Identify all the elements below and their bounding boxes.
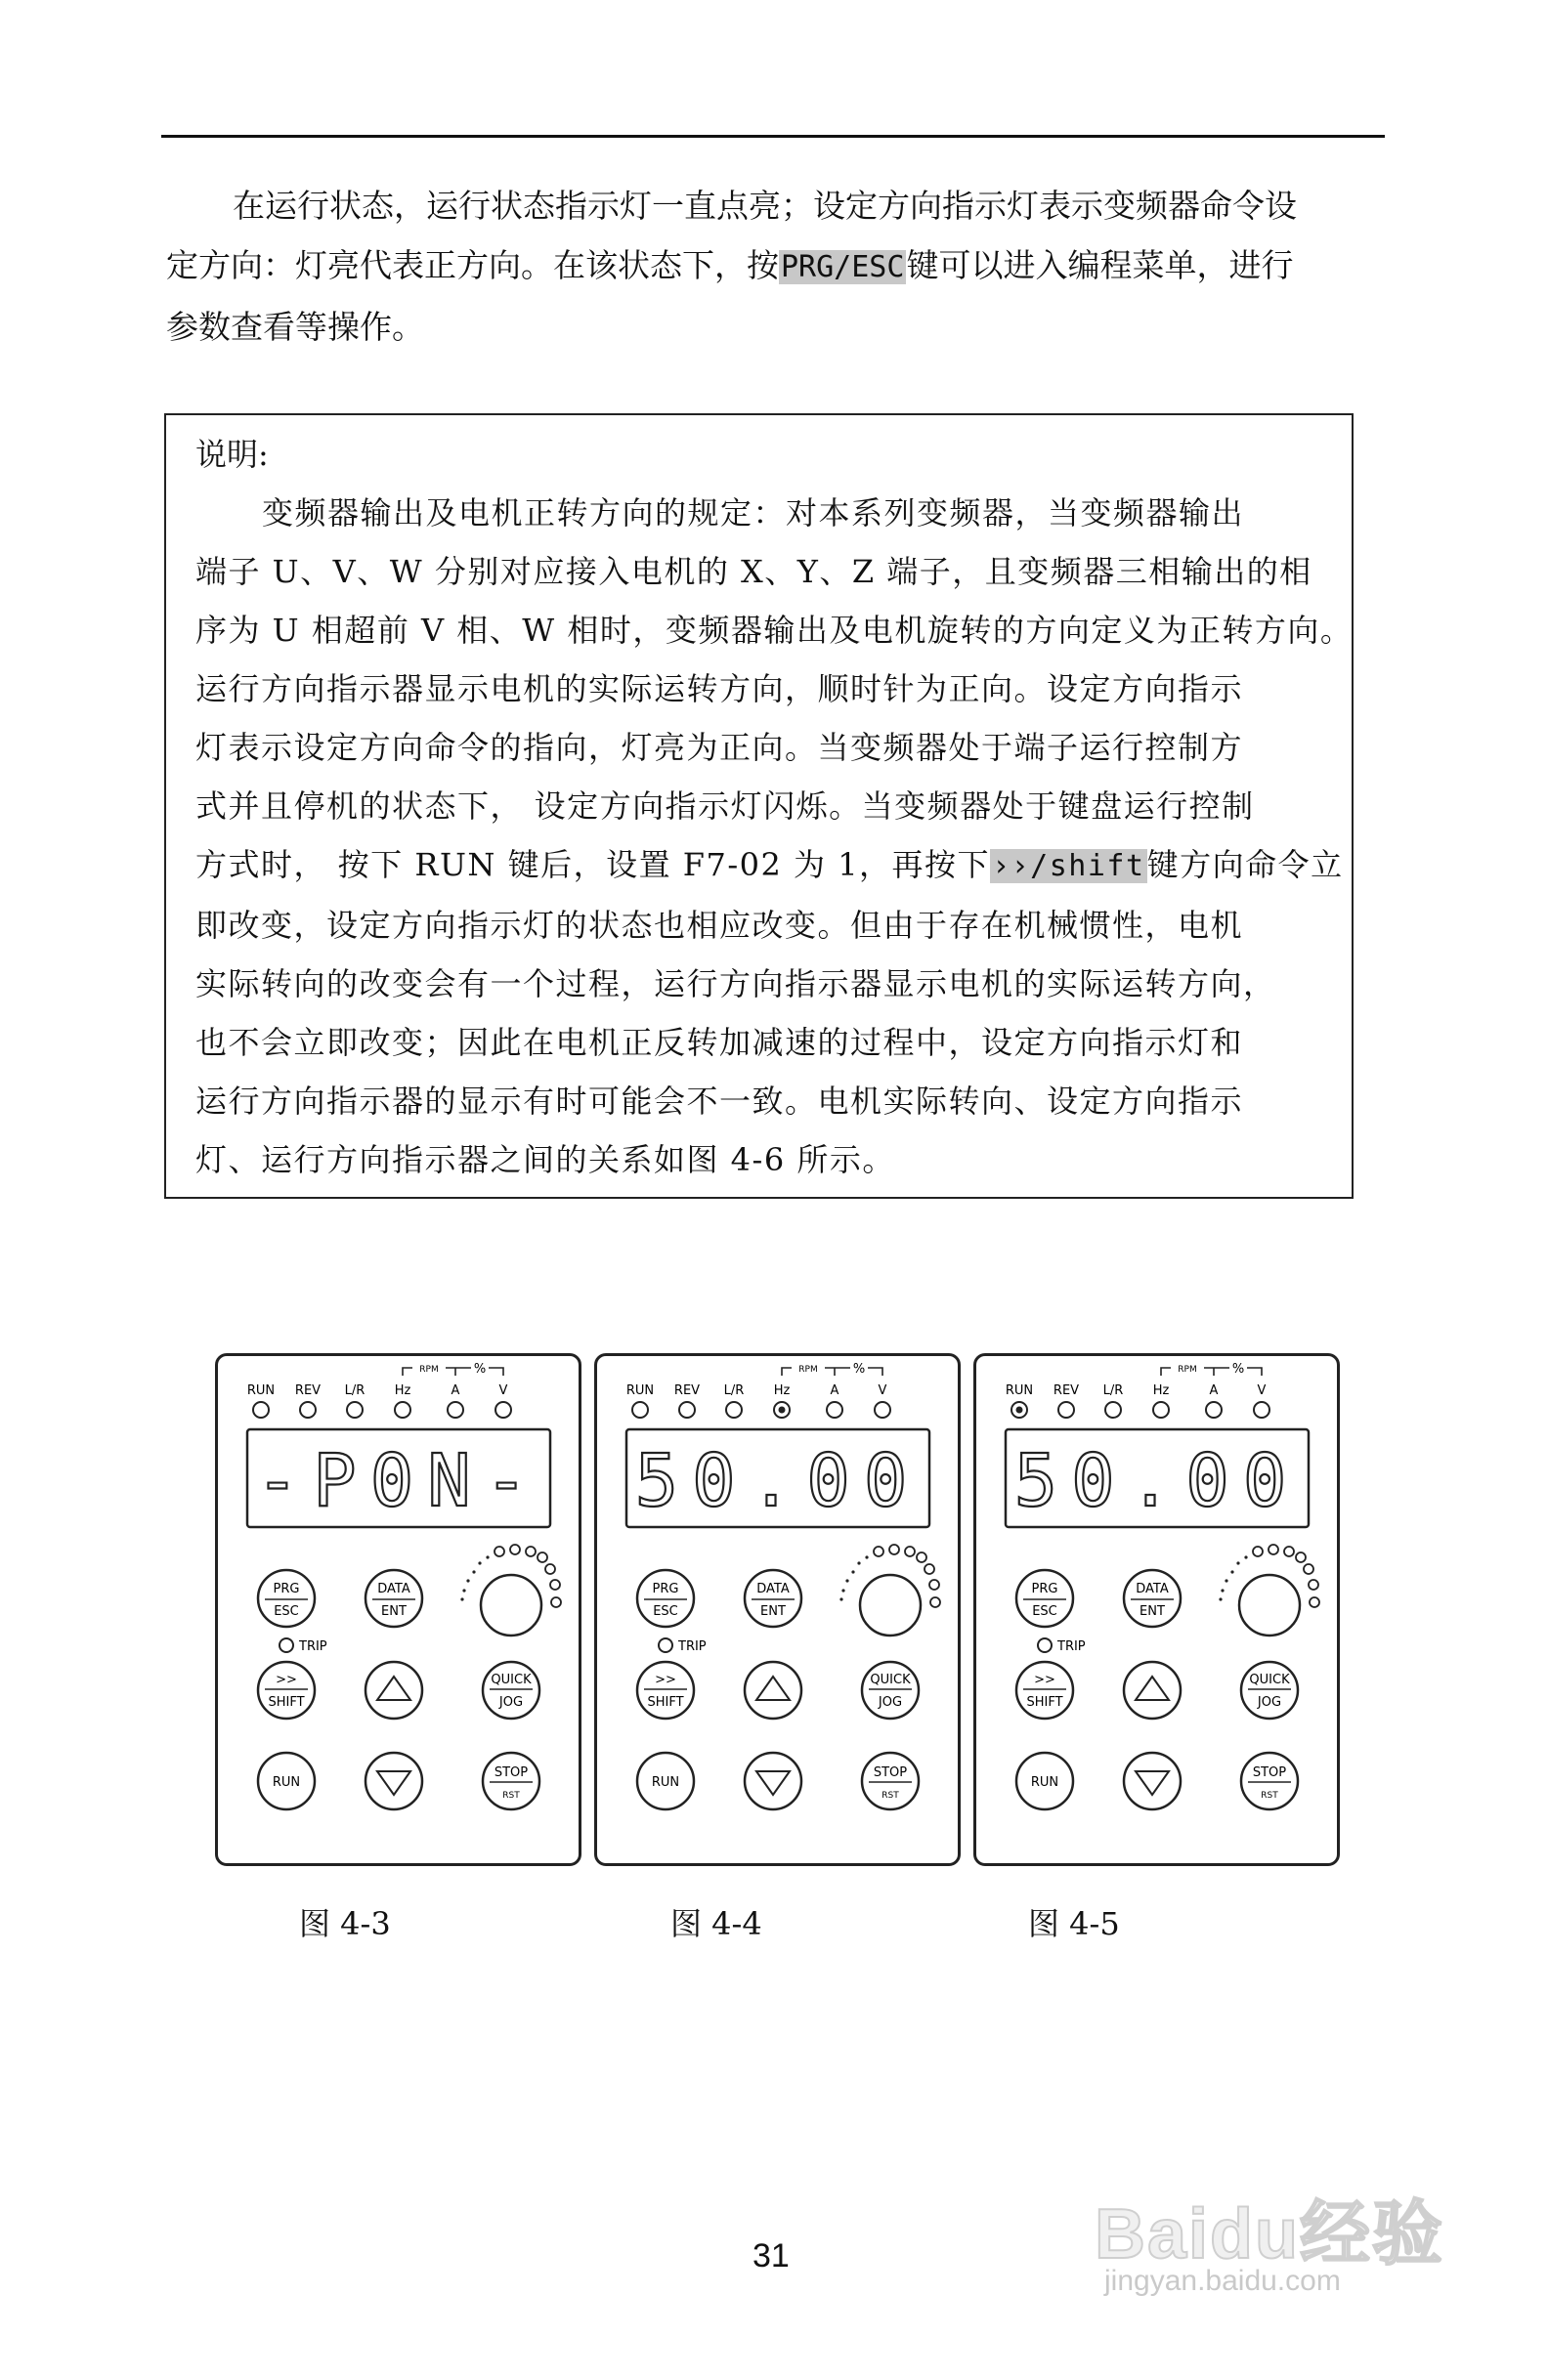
dial-scale-dot — [889, 1545, 899, 1554]
indicator-led — [875, 1402, 890, 1418]
note-line: 端子 U、V、W 分别对应接入电机的 X、Y、Z 端子，且变频器三相输出的相 — [195, 553, 1312, 590]
note-line: 即改变，设定方向指示灯的状态也相应改变。但由于存在机械惯性，电机 — [195, 907, 1244, 944]
intro-line-2-tail: 键可以进入编程菜单，进行 — [906, 246, 1294, 284]
dial-scale-dot — [510, 1545, 520, 1554]
dial-scale-dot — [857, 1561, 860, 1564]
data-ent-key[interactable] — [1124, 1570, 1181, 1627]
dial-scale-dot — [538, 1552, 547, 1562]
display-readout: 50.00 — [634, 1439, 922, 1523]
dial-scale-dot — [1310, 1597, 1319, 1607]
indicator-led — [395, 1402, 410, 1418]
indicator-label: RUN — [625, 1383, 655, 1398]
data-ent-key[interactable] — [745, 1570, 801, 1627]
run-key[interactable] — [637, 1753, 694, 1809]
dial-scale-dot — [874, 1547, 883, 1556]
note-line: 运行方向指示器显示电机的实际运转方向，顺时针为正向。设定方向指示 — [195, 670, 1244, 707]
dial-scale-dot — [1221, 1589, 1224, 1592]
run-key[interactable] — [1016, 1753, 1073, 1809]
rst-label: RST — [502, 1791, 520, 1801]
up-key[interactable] — [366, 1662, 422, 1719]
stop-label: STOP — [1252, 1765, 1287, 1780]
intro-line-1: 在运行状态，运行状态指示灯一直点亮；设定方向指示灯表示变频器命令设 — [233, 187, 1297, 225]
shift-arrows-label: >> — [276, 1673, 297, 1687]
indicator-label: Hz — [1152, 1383, 1170, 1398]
stop-label: STOP — [494, 1765, 529, 1780]
dial-knob[interactable] — [860, 1575, 921, 1636]
indicator-label: REV — [1053, 1383, 1080, 1398]
indicator-led — [1058, 1402, 1074, 1418]
rst-label: RST — [1261, 1791, 1278, 1801]
up-key[interactable] — [1124, 1662, 1181, 1719]
down-key[interactable] — [745, 1753, 801, 1809]
dial-scale-dot — [905, 1547, 915, 1556]
indicator-label: L/R — [344, 1383, 366, 1398]
jog-label: JOG — [498, 1695, 524, 1710]
indicator-label: A — [451, 1383, 460, 1398]
rpm-label: RPM — [419, 1365, 439, 1375]
run-label: RUN — [272, 1775, 301, 1790]
dial-scale-dot — [1244, 1555, 1247, 1558]
note-line: 灯表示设定方向命令的指向，灯亮为正向。当变频器处于端子运行控制方 — [195, 729, 1244, 766]
trip-label: TRIP — [299, 1639, 327, 1654]
dial-scale-dot — [545, 1564, 555, 1574]
ent-label: ENT — [760, 1604, 786, 1619]
shift-key[interactable] — [1016, 1662, 1073, 1719]
dial-scale-dot — [1284, 1547, 1294, 1556]
ent-label: ENT — [381, 1604, 407, 1619]
indicator-led — [300, 1402, 316, 1418]
indicator-led — [726, 1402, 742, 1418]
prg-label: PRG — [273, 1582, 300, 1596]
prg-esc-key[interactable] — [258, 1570, 315, 1627]
dial-scale-dot — [478, 1561, 481, 1564]
note-line: 也不会立即改变；因此在电机正反转加减速的过程中，设定方向指示灯和 — [195, 1024, 1244, 1061]
rst-label: RST — [882, 1791, 899, 1801]
down-key[interactable] — [366, 1753, 422, 1809]
shift-label: SHIFT — [647, 1695, 684, 1710]
keypad-panel-1 — [215, 1353, 581, 1866]
trip-label: TRIP — [678, 1639, 707, 1654]
dial-scale-dot — [1236, 1561, 1239, 1564]
esc-label: ESC — [1032, 1604, 1057, 1619]
indicator-led — [347, 1402, 363, 1418]
intro-line-2-text: 定方向：灯亮代表正方向。在该状态下，按 — [166, 246, 779, 284]
note-line-text: 方式时， 按下 RUN 键后，设置 F7-02 为 1，再按下 — [195, 846, 991, 883]
dial-scale-dot — [929, 1580, 939, 1590]
dial-scale-dot — [494, 1547, 504, 1556]
dial-scale-dot — [1309, 1580, 1318, 1590]
indicator-label: RUN — [1005, 1383, 1034, 1398]
trip-led — [659, 1638, 672, 1652]
prg-label: PRG — [652, 1582, 679, 1596]
dial-scale-dot — [550, 1580, 560, 1590]
note-line-tail: 键方向命令立 — [1146, 846, 1344, 883]
indicator-label: REV — [673, 1383, 701, 1398]
dial-scale-dot — [466, 1579, 469, 1582]
display-readout: -P0N- — [255, 1439, 542, 1523]
shift-label: SHIFT — [1026, 1695, 1063, 1710]
data-label: DATA — [377, 1582, 410, 1596]
dial-scale-dot — [551, 1597, 561, 1607]
quick-label: QUICK — [1249, 1673, 1290, 1687]
esc-label: ESC — [653, 1604, 678, 1619]
indicator-label: L/R — [1102, 1383, 1124, 1398]
rpm-label: RPM — [798, 1365, 818, 1375]
dial-scale-dot — [1219, 1597, 1222, 1600]
dial-scale-dot — [917, 1552, 926, 1562]
prg-esc-key[interactable] — [637, 1570, 694, 1627]
keypad-panel-3 — [973, 1353, 1340, 1866]
dial-scale-dot — [924, 1564, 934, 1574]
dial-scale-dot — [472, 1570, 475, 1573]
run-label: RUN — [1030, 1775, 1059, 1790]
dial-scale-dot — [1253, 1547, 1263, 1556]
dial-scale-dot — [526, 1547, 536, 1556]
indicator-led — [827, 1402, 842, 1418]
note-line: 变频器输出及电机正转方向的规定：对本系列变频器，当变频器输出 — [262, 494, 1245, 531]
indicator-label: V — [878, 1383, 887, 1398]
note-heading: 说明: — [195, 436, 269, 473]
indicator-label: A — [1209, 1383, 1219, 1398]
dial-scale-dot — [1268, 1545, 1278, 1554]
intro-line-3: 参数查看等操作。 — [166, 308, 424, 346]
quick-jog-key[interactable] — [483, 1662, 539, 1719]
indicator-label: V — [1257, 1383, 1267, 1398]
baidu-watermark-logo: Baidu经验 — [1095, 2195, 1445, 2274]
indicator-led — [1105, 1402, 1121, 1418]
esc-label: ESC — [274, 1604, 299, 1619]
indicator-led — [253, 1402, 269, 1418]
intro-line-2 — [166, 235, 1393, 297]
percent-label: % — [473, 1362, 487, 1377]
trip-led — [1038, 1638, 1052, 1652]
indicator-led — [632, 1402, 648, 1418]
stop-rst-key[interactable] — [483, 1753, 539, 1809]
note-line: 实际转向的改变会有一个过程，运行方向指示器显示电机的实际运转方向， — [195, 965, 1276, 1002]
indicator-label: RUN — [246, 1383, 276, 1398]
prg-esc-key[interactable] — [1016, 1570, 1073, 1627]
jog-label: JOG — [878, 1695, 903, 1710]
shift-arrows-label: >> — [655, 1673, 676, 1687]
percent-label: % — [852, 1362, 866, 1377]
note-line — [195, 835, 1344, 896]
trip-led — [280, 1638, 293, 1652]
prg-esc-key-label: PRG/ESC — [781, 250, 905, 284]
dial-scale-dot — [1230, 1570, 1233, 1573]
indicator-led-lit — [1016, 1407, 1023, 1414]
dial-scale-dot — [486, 1555, 489, 1558]
stop-rst-key[interactable] — [862, 1753, 919, 1809]
note-line: 运行方向指示器的显示有时可能会不一致。电机实际转向、设定方向指示 — [195, 1083, 1244, 1120]
percent-label: % — [1231, 1362, 1245, 1377]
quick-label: QUICK — [870, 1673, 911, 1687]
page-number: 31 — [752, 2237, 790, 2274]
dial-scale-dot — [839, 1597, 842, 1600]
dial-scale-dot — [841, 1589, 844, 1592]
note-body — [195, 484, 1354, 1189]
indicator-label: Hz — [394, 1383, 411, 1398]
dial-scale-dot — [851, 1570, 854, 1573]
dial-scale-dot — [462, 1589, 465, 1592]
dial-scale-dot — [1304, 1564, 1313, 1574]
indicator-label: A — [830, 1383, 839, 1398]
indicator-label: V — [498, 1383, 508, 1398]
display-readout: 50.00 — [1013, 1439, 1301, 1523]
prg-label: PRG — [1031, 1582, 1058, 1596]
rpm-label: RPM — [1178, 1365, 1197, 1375]
dial-scale-dot — [845, 1579, 848, 1582]
ent-label: ENT — [1140, 1604, 1165, 1619]
header-rule — [161, 135, 1385, 138]
indicator-led-lit — [779, 1407, 786, 1414]
dial-scale-dot — [930, 1597, 940, 1607]
quick-label: QUICK — [491, 1673, 532, 1687]
indicator-led — [1254, 1402, 1269, 1418]
stop-rst-key[interactable] — [1241, 1753, 1298, 1809]
figure-caption-4-3: 图 4-3 — [299, 1905, 391, 1942]
quick-jog-key[interactable] — [862, 1662, 919, 1719]
run-key[interactable] — [258, 1753, 315, 1809]
shift-arrows-label: >> — [1034, 1673, 1055, 1687]
trip-label: TRIP — [1057, 1639, 1086, 1654]
dial-scale-dot — [1296, 1552, 1306, 1562]
baidu-watermark-url: jingyan.baidu.com — [1104, 2265, 1341, 2297]
figure-caption-4-5: 图 4-5 — [1028, 1905, 1120, 1942]
dial-scale-dot — [460, 1597, 463, 1600]
intro-paragraph — [166, 176, 1393, 357]
note-line: 序为 U 相超前 V 相、W 相时，变频器输出及电机旋转的方向定义为正转方向。 — [195, 612, 1354, 649]
data-ent-key[interactable] — [366, 1570, 422, 1627]
indicator-led — [1153, 1402, 1169, 1418]
note-box — [164, 413, 1354, 1199]
shift-label: SHIFT — [268, 1695, 305, 1710]
indicator-label: Hz — [773, 1383, 791, 1398]
indicator-label: REV — [294, 1383, 322, 1398]
dial-scale-dot — [865, 1555, 868, 1558]
down-key[interactable] — [1124, 1753, 1181, 1809]
up-key[interactable] — [745, 1662, 801, 1719]
indicator-led — [1206, 1402, 1222, 1418]
shift-key[interactable] — [637, 1662, 694, 1719]
stop-label: STOP — [873, 1765, 908, 1780]
run-label: RUN — [651, 1775, 680, 1790]
data-label: DATA — [1136, 1582, 1169, 1596]
indicator-label: L/R — [723, 1383, 745, 1398]
indicator-led — [679, 1402, 695, 1418]
quick-jog-key[interactable] — [1241, 1662, 1298, 1719]
dial-knob[interactable] — [1239, 1575, 1300, 1636]
note-line: 式并且停机的状态下， 设定方向指示灯闪烁。当变频器处于键盘运行控制 — [195, 787, 1255, 825]
note-line: 灯、运行方向指示器之间的关系如图 4-6 所示。 — [195, 1141, 895, 1178]
indicator-led — [495, 1402, 511, 1418]
indicator-led — [448, 1402, 463, 1418]
dial-scale-dot — [1225, 1579, 1227, 1582]
dial-knob[interactable] — [481, 1575, 541, 1636]
data-label: DATA — [756, 1582, 790, 1596]
keypad-panel-2 — [594, 1353, 961, 1866]
shift-key[interactable] — [258, 1662, 315, 1719]
shift-key-label: ››/shift — [992, 849, 1145, 883]
figure-caption-4-4: 图 4-4 — [670, 1905, 762, 1942]
jog-label: JOG — [1257, 1695, 1282, 1710]
